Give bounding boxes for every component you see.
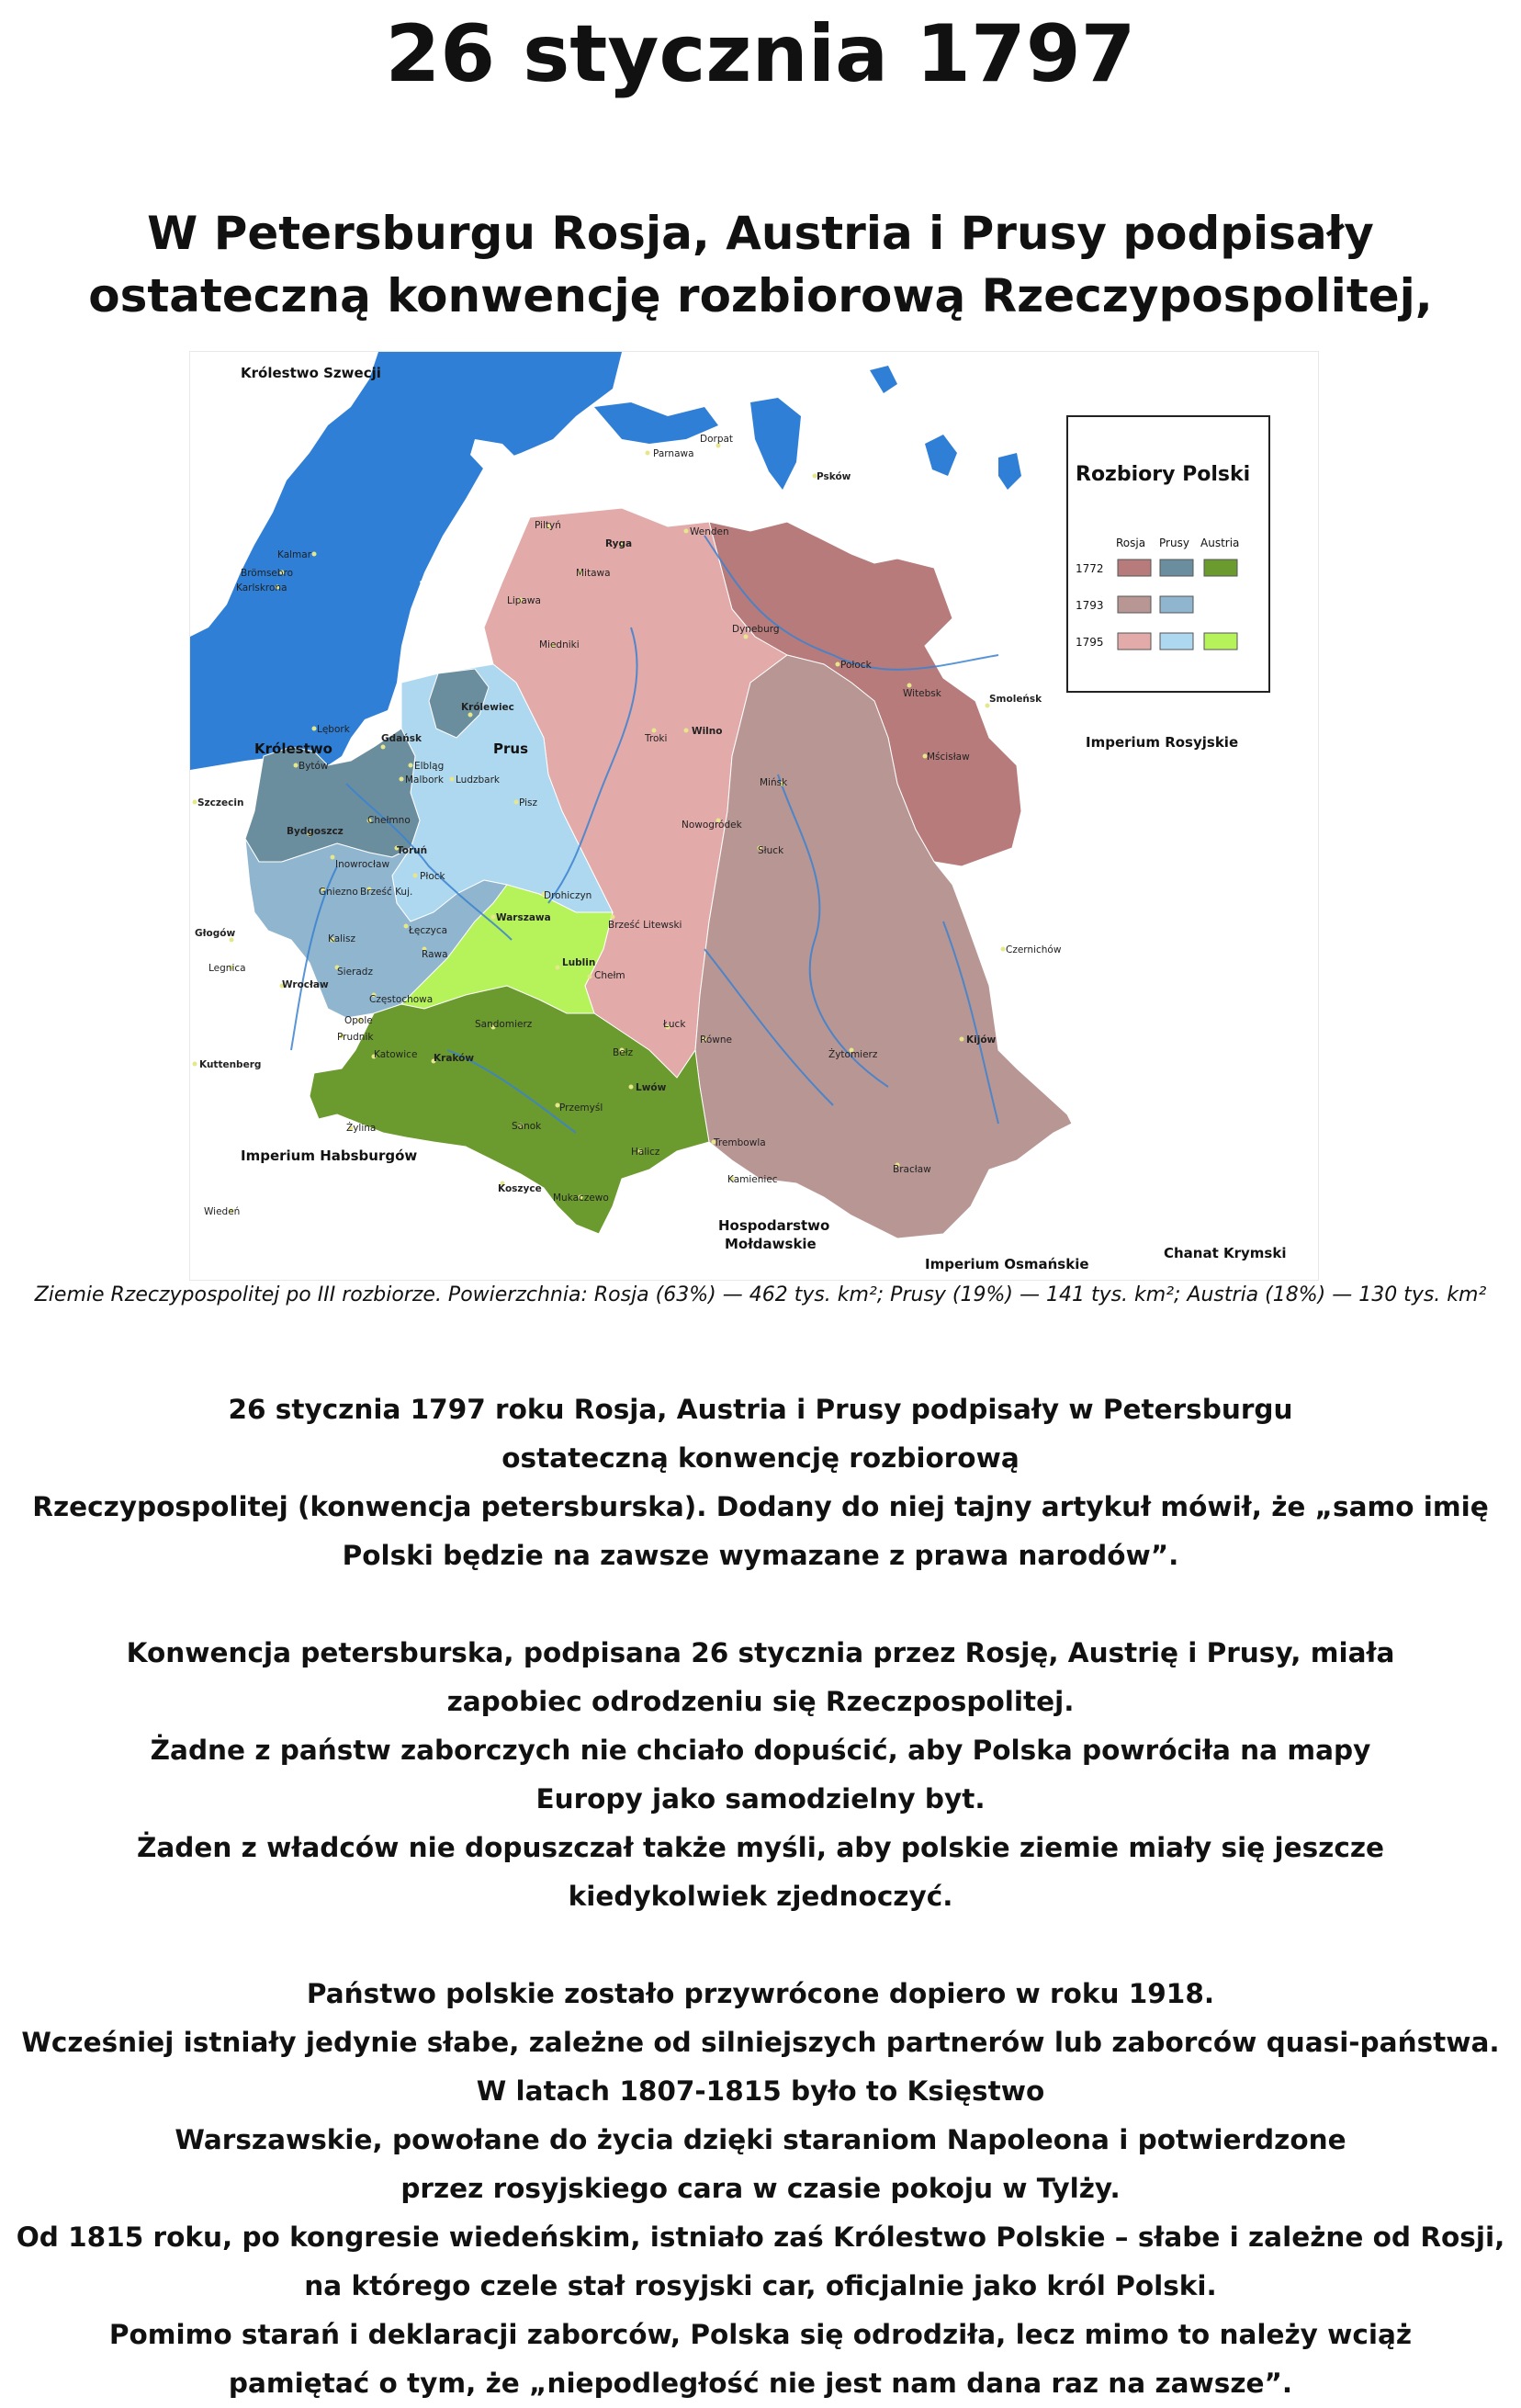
text-line: W latach 1807-1815 było to Księstwo — [476, 2075, 1045, 2107]
region-label-moldavia-2: Mołdawskie — [725, 1236, 817, 1252]
city-label: Wenden — [690, 526, 729, 537]
legend-swatch — [1160, 560, 1193, 576]
city-label: Lębork — [317, 724, 350, 735]
city-label: Kijów — [966, 1034, 997, 1046]
text-line: Państwo polskie zostało przywrócone dopiero w roku 1918. — [306, 1978, 1215, 2009]
region-label-moldavia-1: Hospodarstwo — [718, 1217, 830, 1234]
city-label: Przemyśl — [559, 1102, 603, 1114]
region-label-prus: Prus — [493, 740, 528, 757]
legend-swatch — [1160, 596, 1193, 613]
map-legend — [1067, 416, 1269, 692]
city-label: Smoleńsk — [989, 694, 1042, 705]
legend-year: 1795 — [1076, 636, 1104, 649]
city-label: Chełmno — [367, 815, 411, 826]
legend-swatch — [1118, 596, 1151, 613]
city-label: Dorpat — [700, 434, 734, 445]
city-label: Mińsk — [760, 777, 788, 788]
city-label: Wrocław — [282, 979, 329, 990]
city-label: Inowrocław — [335, 859, 390, 870]
city-label: Psków — [817, 471, 851, 482]
city-label: Brömsebro — [241, 568, 294, 579]
page-title: 26 stycznia 1797 — [385, 8, 1136, 100]
city-label: Sandomierz — [475, 1019, 533, 1030]
legend-swatch — [1204, 560, 1237, 576]
legend-title: Rozbiory Polski — [1076, 463, 1251, 486]
city-label: Lwów — [636, 1082, 667, 1093]
city-label: Prudnik — [337, 1032, 374, 1043]
city-label: Czernichów — [1006, 944, 1062, 955]
city-label: Łuck — [663, 1019, 686, 1030]
city-label: Troki — [645, 733, 668, 744]
city-label: Chełm — [594, 970, 625, 981]
legend-swatch — [1204, 633, 1237, 650]
city-label: Mitawa — [576, 568, 611, 579]
text-line: przez rosyjskiego cara w czasie pokoju w Tylży. — [400, 2173, 1121, 2204]
city-label: Nowogródek — [682, 820, 742, 831]
legend-col-label: Austria — [1200, 537, 1240, 549]
city-label: Warszawa — [496, 912, 551, 923]
legend-swatch — [1160, 633, 1193, 650]
region-label-habsburg: Imperium Habsburgów — [241, 1147, 418, 1164]
text-line: pamiętać o tym, że „niepodległość nie jest nam dana raz na zawsze”. — [228, 2368, 1293, 2399]
text-line: ostateczną konwencję rozbiorową — [501, 1442, 1020, 1474]
city-label: Królewiec — [461, 702, 514, 713]
text-line: Rzeczypospolitej (konwencja petersburska). Dodany do niej tajny artykuł mówił, że „samo imię — [32, 1491, 1489, 1522]
text-line: Konwencja petersburska, podpisana 26 stycznia przez Rosję, Austrię i Prusy, miała — [126, 1637, 1395, 1668]
text-line: zapobiec odrodzeniu się Rzeczpospolitej. — [446, 1686, 1075, 1717]
city-label: Trembowla — [714, 1137, 766, 1148]
map-caption: Ziemie Rzeczypospolitej po III rozbiorze. Powierzchnia: Rosja (63%) — 462 tys. km²; Prusy (19%) — 141 tys. km²; Austria (18%) — 130 tys. km² — [34, 1283, 1487, 1306]
city-label: Mukaczewo — [553, 1193, 609, 1204]
city-label: Kamieniec — [727, 1174, 778, 1185]
paragraph-1 — [9, 1385, 1512, 1580]
city-label: Brześć Kuj. — [360, 887, 413, 898]
text-line: Polski będzie na zawsze wymazane z prawa narodów”. — [342, 1540, 1179, 1571]
city-label: Sanok — [512, 1121, 542, 1132]
text-line: na którego czele stał rosyjski car, oficjalnie jako król Polski. — [304, 2270, 1217, 2301]
city-label: Ludzbark — [456, 774, 500, 786]
city-label: Głogów — [195, 928, 236, 939]
city-label: Sieradz — [337, 967, 373, 978]
region-label-sweden: Królestwo Szwecji — [241, 365, 381, 381]
region-label-ottoman: Imperium Osmańskie — [925, 1256, 1089, 1272]
city-label: Elbląg — [414, 761, 445, 772]
city-label: Bełz — [613, 1047, 634, 1058]
city-label: Brześć Litewski — [608, 920, 682, 931]
city-label: Gniezno — [319, 887, 358, 898]
city-label: Pisz — [519, 797, 538, 808]
city-label: Parnawa — [653, 448, 694, 459]
legend-col-label: Prusy — [1159, 537, 1189, 549]
city-label: Drohiczyn — [544, 890, 592, 901]
map-svg — [190, 352, 1318, 1280]
city-label: Malbork — [405, 774, 444, 786]
legend-col-label: Rosja — [1116, 537, 1146, 549]
subtitle-line: ostateczną konwencję rozbiorową Rzeczypospolitej, — [88, 269, 1433, 322]
subtitle-line: W Petersburgu Rosja, Austria i Prusy podpisały — [147, 207, 1374, 260]
city-label: Gdańsk — [381, 733, 422, 744]
text-line: kiedykolwiek zjednoczyć. — [568, 1881, 953, 1912]
city-label: Karlskrona — [236, 582, 287, 594]
city-label: Wilno — [692, 726, 723, 737]
text-line: Żaden z władców nie dopuszczał także myśli, aby polskie ziemie miały się jeszcze — [136, 1832, 1384, 1863]
city-label: Równe — [700, 1034, 732, 1046]
legend-year: 1772 — [1076, 562, 1104, 575]
city-label: Katowice — [374, 1049, 418, 1060]
city-label: Mścisław — [927, 752, 970, 763]
city-label: Połock — [840, 660, 872, 671]
city-label: Kraków — [434, 1053, 475, 1064]
city-label: Kalisz — [328, 933, 355, 944]
city-label: Bydgoszcz — [287, 826, 344, 837]
city-label: Żytomierz — [828, 1049, 878, 1060]
city-label: Wiedeń — [204, 1206, 241, 1217]
legend-swatch — [1118, 633, 1151, 650]
city-label: Koszyce — [498, 1183, 542, 1194]
legend-swatch — [1118, 560, 1151, 576]
city-label: Częstochowa — [369, 994, 434, 1005]
subtitle — [55, 202, 1466, 327]
text-line: Europy jako samodzielny byt. — [535, 1783, 986, 1814]
city-label: Dyneburg — [732, 624, 780, 635]
city-label: Żylina — [346, 1123, 377, 1134]
text-line: Od 1815 roku, po kongresie wiedeńskim, istniało zaś Królestwo Polskie – słabe i zależne od Rosji, — [16, 2221, 1505, 2253]
city-label: Płock — [420, 871, 445, 882]
city-label: Kuttenberg — [199, 1059, 262, 1070]
city-label: Rawa — [422, 949, 448, 960]
city-label: Bracław — [893, 1164, 931, 1175]
city-label: Lublin — [562, 957, 596, 968]
city-label: Kalmar — [277, 549, 312, 560]
region-label-prussia: Królestwo — [254, 740, 332, 757]
city-label: Miedniki — [539, 639, 580, 650]
city-label: Słuck — [758, 845, 784, 856]
region-label-crimea: Chanat Krymski — [1164, 1245, 1287, 1261]
paragraph-2 — [9, 1629, 1512, 1921]
text-line: Wcześniej istniały jedynie słabe, zależne od silniejszych partnerów lub zaborców quasi-państwa. — [21, 2027, 1500, 2058]
city-label: Toruń — [397, 845, 428, 856]
legend-year: 1793 — [1076, 599, 1104, 612]
city-label: Legnica — [208, 963, 246, 974]
city-label: Ryga — [605, 538, 633, 549]
city-label: Piltyń — [535, 520, 561, 531]
region-label-russia: Imperium Rosyjskie — [1086, 734, 1239, 751]
city-label: Bytów — [299, 761, 329, 772]
text-line: Warszawskie, powołane do życia dzięki staraniom Napoleona i potwierdzone — [175, 2124, 1346, 2155]
paragraph-3 — [9, 1970, 1512, 2408]
city-label: Szczecin — [197, 797, 244, 808]
city-label: Halicz — [631, 1147, 660, 1158]
text-line: Żadne z państw zaborczych nie chciało dopuścić, aby Polska powróciła na mapy — [150, 1735, 1371, 1766]
city-label: Łęczyca — [409, 925, 448, 936]
article-body — [9, 1385, 1512, 2408]
city-label: Opole — [344, 1015, 373, 1026]
city-label: Lipawa — [507, 595, 541, 606]
city-label: Witebsk — [903, 688, 941, 699]
partition-map — [189, 351, 1319, 1281]
text-line: 26 stycznia 1797 roku Rosja, Austria i Prusy podpisały w Petersburgu — [228, 1394, 1293, 1425]
text-line: Pomimo starań i deklaracji zaborców, Polska się odrodziła, lecz mimo to należy wciąż — [108, 2319, 1413, 2350]
